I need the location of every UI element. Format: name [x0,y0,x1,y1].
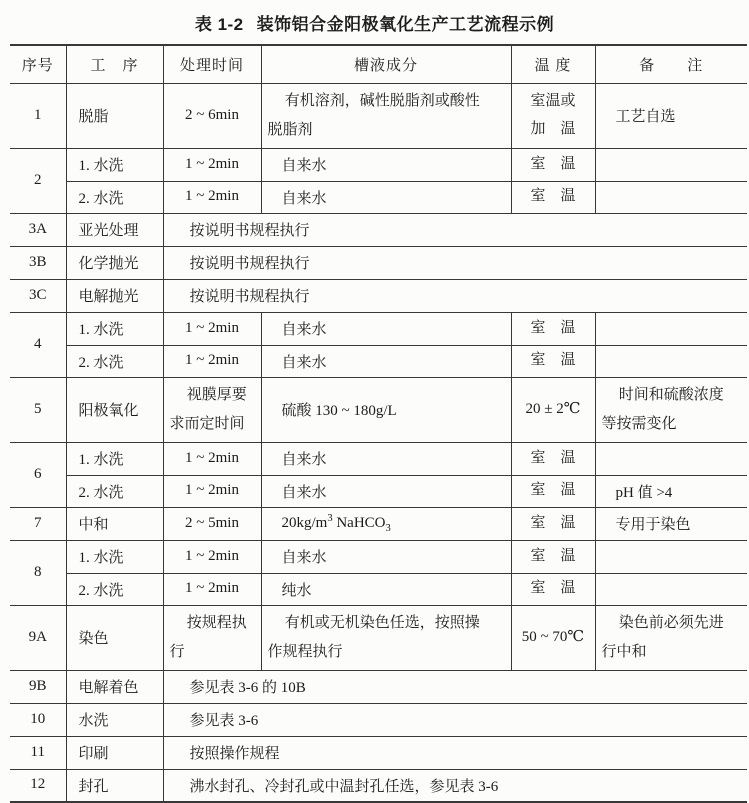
cell-bath: 自来水 [261,540,511,573]
table-row [10,246,747,279]
cell-span: 沸水封孔、冷封孔或中温封孔任选，参见表 3-6 [163,769,747,802]
table-row [10,703,747,736]
table-row [10,377,747,442]
cell-bath: 自来水 [261,442,511,475]
cell-time: 视膜厚要 求而定时间 [163,377,261,442]
table-row [10,279,747,312]
cell-note [595,573,747,605]
cell-bath: 自来水 [261,148,511,181]
cell-span: 参见表 3-6 的 10B [163,670,747,703]
cell-span: 按照操作规程 [163,736,747,769]
cell-note [595,540,747,573]
cell-no: 3B [10,246,66,279]
cell-bath: 有机溶剂，碱性脱脂剂或酸性 脱脂剂 [261,83,511,148]
cell-time: 2 ~ 5min [163,507,261,540]
cell-no: 12 [10,769,66,802]
cell-bath: 硫酸 130 ~ 180g/L [261,377,511,442]
header-cell-no: 序号 [10,45,66,83]
cell-process: 亚光处理 [66,213,163,246]
cell-time: 1 ~ 2min [163,312,261,345]
cell-bath: 自来水 [261,181,511,213]
table-row [10,213,747,246]
cell-note [595,148,747,181]
table-number: 表 1-2 [194,15,244,34]
cell-process: 染色 [66,605,163,670]
cell-no: 9A [10,605,66,670]
table-title [6,10,743,35]
cell-no: 10 [10,703,66,736]
cell-temp: 室温或 加 温 [511,83,595,148]
cell-no: 7 [10,507,66,540]
table-row [10,769,747,802]
cell-temp: 室 温 [511,345,595,377]
cell-bath: 自来水 [261,475,511,507]
cell-process: 电解着色 [66,670,163,703]
cell-process: 2. 水洗 [66,573,163,605]
table-row [10,442,747,475]
table-body [10,83,747,802]
cell-note: 时间和硫酸浓度 等按需变化 [595,377,747,442]
cell-note: pH 值 >4 [595,475,747,507]
cell-no: 5 [10,377,66,442]
cell-note [595,442,747,475]
process-table [10,44,747,803]
cell-no: 3C [10,279,66,312]
table-row [10,312,747,345]
table-row [10,475,747,507]
cell-temp: 50 ~ 70℃ [511,605,595,670]
table-row [10,540,747,573]
cell-temp: 室 温 [511,312,595,345]
cell-process: 中和 [66,507,163,540]
cell-temp: 20 ± 2℃ [511,377,595,442]
cell-process: 印刷 [66,736,163,769]
cell-span: 按说明书规程执行 [163,213,747,246]
cell-no: 3A [10,213,66,246]
cell-note: 专用于染色 [595,507,747,540]
cell-process: 电解抛光 [66,279,163,312]
cell-note [595,181,747,213]
cell-note [595,345,747,377]
table-row [10,507,747,540]
table-row [10,670,747,703]
table-row [10,148,747,181]
cell-time: 1 ~ 2min [163,345,261,377]
cell-temp: 室 温 [511,475,595,507]
cell-no: 9B [10,670,66,703]
header-cell-bath: 槽液成分 [261,45,511,83]
cell-time: 1 ~ 2min [163,442,261,475]
cell-span: 按说明书规程执行 [163,246,747,279]
cell-note [595,312,747,345]
table-header [10,45,747,83]
header-cell-time: 处理时间 [163,45,261,83]
cell-process: 水洗 [66,703,163,736]
header-cell-note: 备 注 [595,45,747,83]
cell-process: 1. 水洗 [66,540,163,573]
cell-process: 1. 水洗 [66,312,163,345]
cell-process: 1. 水洗 [66,148,163,181]
table-row [10,83,747,148]
table-row [10,573,747,605]
table-row [10,181,747,213]
cell-span: 参见表 3-6 [163,703,747,736]
table-title-text: 装饰铝合金阳极氧化生产工艺流程示例 [256,15,555,34]
cell-span: 按说明书规程执行 [163,279,747,312]
cell-temp: 室 温 [511,507,595,540]
cell-time: 1 ~ 2min [163,573,261,605]
cell-process: 2. 水洗 [66,181,163,213]
cell-time: 1 ~ 2min [163,540,261,573]
cell-note: 工艺自选 [595,83,747,148]
table-row [10,345,747,377]
cell-process: 封孔 [66,769,163,802]
cell-process: 化学抛光 [66,246,163,279]
cell-bath: 自来水 [261,345,511,377]
cell-bath: 纯水 [261,573,511,605]
cell-temp: 室 温 [511,148,595,181]
cell-no: 4 [10,312,66,377]
cell-process: 2. 水洗 [66,345,163,377]
cell-no: 1 [10,83,66,148]
cell-process: 1. 水洗 [66,442,163,475]
cell-process: 阳极氧化 [66,377,163,442]
cell-process: 脱脂 [66,83,163,148]
cell-bath: 自来水 [261,312,511,345]
header-row [10,45,747,83]
cell-time: 1 ~ 2min [163,181,261,213]
cell-bath: $20kg/m^3$ NaHCO$_3$ [261,507,511,540]
cell-temp: 室 温 [511,181,595,213]
cell-temp: 室 温 [511,442,595,475]
cell-no: 8 [10,540,66,605]
cell-no: 11 [10,736,66,769]
cell-note: 染色前必须先进 行中和 [595,605,747,670]
table-row [10,605,747,670]
cell-temp: 室 温 [511,573,595,605]
cell-process: 2. 水洗 [66,475,163,507]
cell-temp: 室 温 [511,540,595,573]
cell-time: 按规程执 行 [163,605,261,670]
header-cell-temp: 温 度 [511,45,595,83]
cell-time: 1 ~ 2min [163,475,261,507]
cell-no: 6 [10,442,66,507]
cell-time: 1 ~ 2min [163,148,261,181]
cell-time: 2 ~ 6min [163,83,261,148]
cell-no: 2 [10,148,66,213]
cell-bath: 有机或无机染色任选，按照操 作规程执行 [261,605,511,670]
table-row [10,736,747,769]
header-cell-process: 工 序 [66,45,163,83]
